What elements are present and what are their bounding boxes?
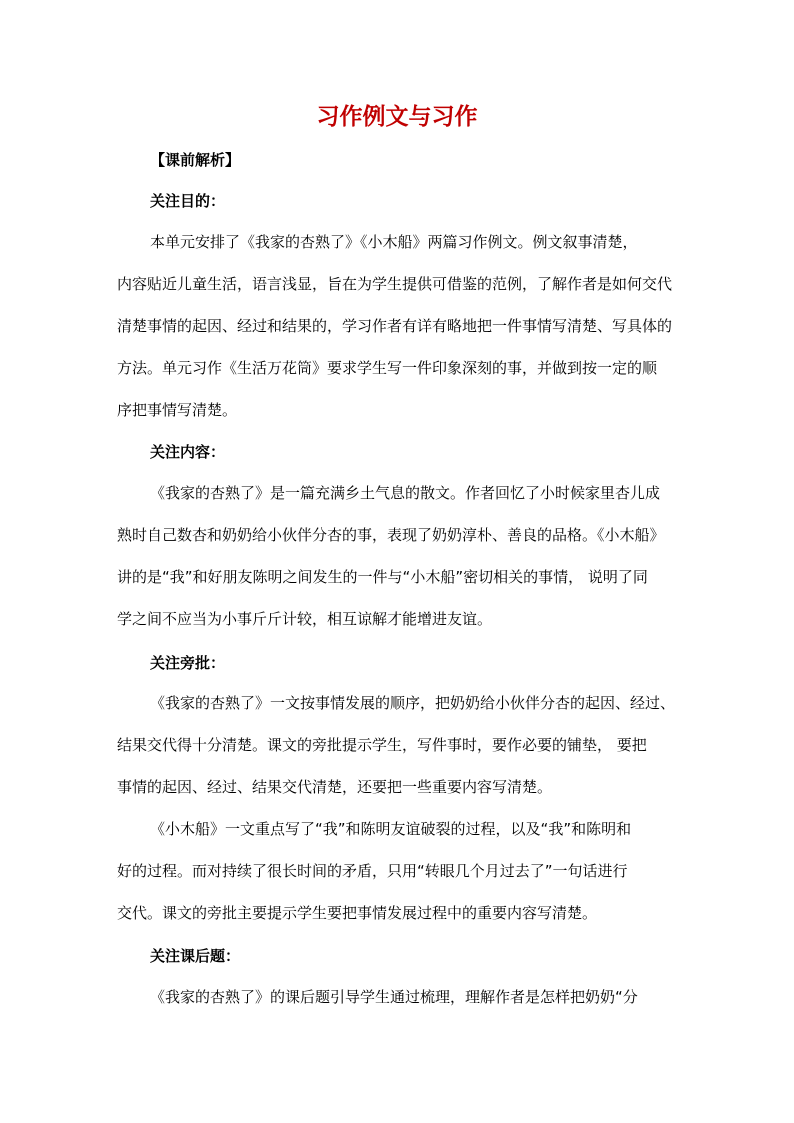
heading-focus-content: 关注内容： <box>150 443 226 461</box>
paragraph-line: 《我家的杏熟了》的课后题引导学生通过梳理，理解作者是怎样把奶奶“分 <box>150 988 638 1006</box>
paragraph-line: 方法。单元习作《生活万花筒》要求学生写一件印象深刻的事，并做到按一定的顺 <box>117 359 658 377</box>
paragraph-line: 序把事情写清楚。 <box>117 401 238 419</box>
heading-focus-after-class: 关注课后题： <box>150 947 241 965</box>
paragraph-line: 结果交代得十分清楚。课文的旁批提示学生，写件事时，要作必要的铺垫， 要把 <box>117 736 647 754</box>
paragraph-line: 熟时自己数杏和奶奶给小伙伴分杏的事，表现了奶奶淳朴、善良的品格。《小木船》 <box>117 526 665 544</box>
heading-focus-annotation: 关注旁批： <box>150 654 226 672</box>
paragraph-line: 《小木船》一文重点写了“我”和陈明友谊破裂的过程，以及“我”和陈明和 <box>150 820 632 838</box>
paragraph-line: 讲的是“我”和好朋友陈明之间发生的一件与“小木船”密切相关的事情， 说明了同 <box>117 568 648 586</box>
paragraph-line: 学之间不应当为小事斤斤计较，相互谅解才能增进友谊。 <box>117 610 493 628</box>
paragraph-line: 事情的起因、经过、结果交代清楚，还要把一些重要内容写清楚。 <box>117 778 553 796</box>
paragraph-line: 好的过程。而对持续了很长时间的矛盾，只用“转眼几个月过去了”一句话进行 <box>117 862 628 880</box>
document-title: 习作例文与习作 <box>316 104 478 130</box>
paragraph-line: 《我家的杏熟了》是一篇充满乡土气息的散文。作者回忆了小时候家里杏儿成 <box>150 484 661 502</box>
section-header: 【课前解析】 <box>150 151 241 169</box>
heading-focus-purpose: 关注目的： <box>150 192 226 210</box>
paragraph-line: 内容贴近儿童生活，语言浅显，旨在为学生提供可借鉴的范例，了解作者是如何交代 <box>117 275 673 293</box>
paragraph-line: 本单元安排了《我家的杏熟了》《小木船》两篇习作例文。例文叙事清楚， <box>150 233 638 251</box>
paragraph-line: 《我家的杏熟了》一文按事情发展的顺序，把奶奶给小伙伴分杏的起因、经过、 <box>150 694 676 712</box>
paragraph-line: 交代。课文的旁批主要提示学生要把事情发展过程中的重要内容写清楚。 <box>117 904 598 922</box>
paragraph-line: 清楚事情的起因、经过和结果的，学习作者有详有略地把一件事情写清楚、写具体的 <box>117 317 673 335</box>
